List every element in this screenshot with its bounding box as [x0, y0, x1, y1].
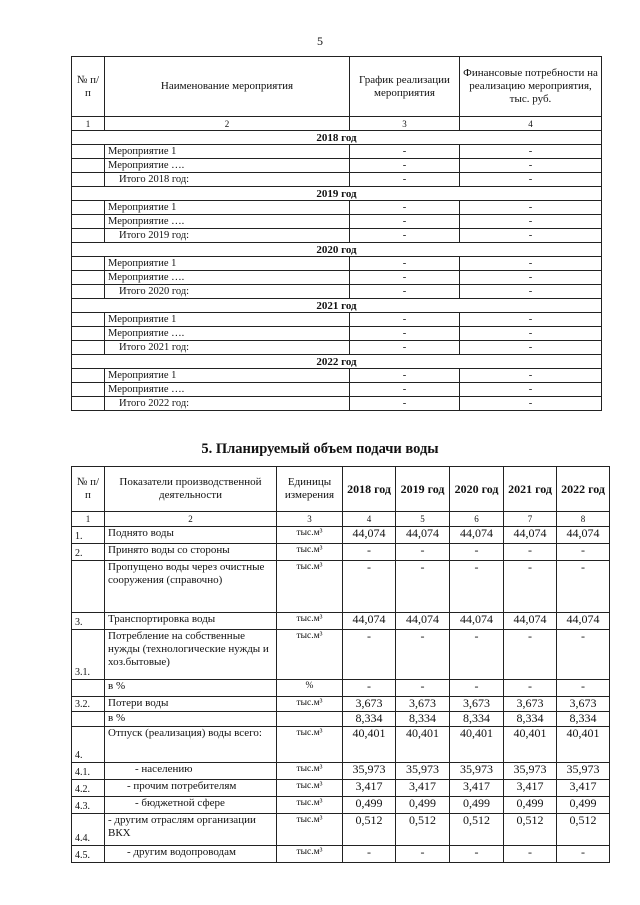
table-row: [72, 341, 602, 355]
table-row: [72, 527, 610, 544]
table-row: [72, 680, 610, 697]
row-number: [72, 383, 105, 397]
value-cell: 35,973: [343, 763, 396, 780]
measure-name: Мероприятие 1: [105, 145, 350, 159]
table-row: [72, 285, 602, 299]
schedule-cell: -: [350, 159, 460, 173]
value-cell: 3,417: [396, 780, 450, 797]
table-header: [72, 467, 610, 512]
schedule-cell: -: [350, 341, 460, 355]
schedule-cell: -: [350, 173, 460, 187]
value-cell: 8,334: [396, 712, 450, 727]
measure-name: Мероприятие 1: [105, 201, 350, 215]
value-cell: -: [504, 630, 557, 680]
column-header: 2022 год: [557, 467, 610, 512]
measure-name: Мероприятие ….: [105, 159, 350, 173]
row-number: 3.1.: [72, 630, 105, 680]
value-cell: -: [343, 846, 396, 863]
table-row: [72, 383, 602, 397]
row-number: [72, 271, 105, 285]
indicator-name: Потери воды: [105, 697, 277, 712]
unit-cell: тыс.м³: [277, 727, 343, 763]
indicator-name: - населению: [105, 763, 277, 780]
value-cell: 0,512: [343, 814, 396, 846]
row-number: 4.5.: [72, 846, 105, 863]
value-cell: 8,334: [504, 712, 557, 727]
value-cell: 3,417: [343, 780, 396, 797]
table-row: [72, 727, 610, 763]
column-number: 2: [105, 512, 277, 527]
value-cell: -: [343, 630, 396, 680]
row-number: 4.3.: [72, 797, 105, 814]
row-number: [72, 257, 105, 271]
row-number: [72, 215, 105, 229]
indicator-name: - прочим потребителям: [105, 780, 277, 797]
value-cell: 40,401: [557, 727, 610, 763]
value-cell: -: [504, 846, 557, 863]
table-row: [72, 561, 610, 613]
column-header: Финансовые потребности на реализацию мероприятия, тыс. руб.: [460, 57, 602, 117]
column-header: График реализации мероприятия: [350, 57, 460, 117]
table-header: [72, 57, 602, 117]
column-number: 5: [396, 512, 450, 527]
value-cell: 35,973: [504, 763, 557, 780]
row-number: [72, 201, 105, 215]
indicator-name: - другим отраслям организации ВКХ: [105, 814, 277, 846]
column-number: 1: [72, 117, 105, 131]
indicator-name: в %: [105, 712, 277, 727]
row-number: 1.: [72, 527, 105, 544]
column-header: Показатели производственной деятельности: [105, 467, 277, 512]
column-number: 4: [460, 117, 602, 131]
value-cell: 44,074: [504, 527, 557, 544]
measure-name: Мероприятие ….: [105, 383, 350, 397]
value-cell: -: [343, 561, 396, 613]
value-cell: 40,401: [504, 727, 557, 763]
measure-name: Мероприятие 1: [105, 313, 350, 327]
column-number: 7: [504, 512, 557, 527]
table-row: [72, 201, 602, 215]
value-cell: 35,973: [450, 763, 504, 780]
unit-cell: тыс.м³: [277, 613, 343, 630]
value-cell: 0,512: [557, 814, 610, 846]
value-cell: -: [450, 630, 504, 680]
value-cell: 3,673: [396, 697, 450, 712]
table-row: [72, 327, 602, 341]
value-cell: 8,334: [557, 712, 610, 727]
measure-name: Итого 2018 год:: [105, 173, 350, 187]
value-cell: 40,401: [450, 727, 504, 763]
value-cell: -: [557, 630, 610, 680]
schedule-cell: -: [350, 369, 460, 383]
row-number: [72, 173, 105, 187]
row-number: [72, 145, 105, 159]
table-row: [72, 630, 610, 680]
column-header: № п/п: [72, 57, 105, 117]
measure-name: Мероприятие 1: [105, 369, 350, 383]
table-row: [72, 159, 602, 173]
column-number: 3: [350, 117, 460, 131]
value-cell: 3,673: [504, 697, 557, 712]
unit-cell: тыс.м³: [277, 780, 343, 797]
year-label: 2021 год: [72, 299, 602, 313]
row-number: 3.: [72, 613, 105, 630]
column-header: 2018 год: [343, 467, 396, 512]
value-cell: -: [396, 846, 450, 863]
year-label: 2020 год: [72, 243, 602, 257]
value-cell: 0,512: [450, 814, 504, 846]
table-row: [72, 369, 602, 383]
row-number: [72, 229, 105, 243]
row-number: [72, 712, 105, 727]
unit-cell: тыс.м³: [277, 814, 343, 846]
page-number: 5: [317, 34, 323, 48]
measure-name: Итого 2019 год:: [105, 229, 350, 243]
measure-name: Мероприятие ….: [105, 327, 350, 341]
value-cell: 44,074: [343, 527, 396, 544]
value-cell: 40,401: [396, 727, 450, 763]
value-cell: -: [557, 680, 610, 697]
schedule-cell: -: [350, 285, 460, 299]
column-header: Единицы измерения: [277, 467, 343, 512]
value-cell: -: [396, 680, 450, 697]
indicator-name: Отпуск (реализация) воды всего:: [105, 727, 277, 763]
value-cell: -: [450, 561, 504, 613]
indicator-name: - другим водопроводам: [105, 846, 277, 863]
schedule-cell: -: [350, 313, 460, 327]
table-row: [72, 215, 602, 229]
column-number-row: [72, 117, 602, 131]
value-cell: 0,499: [557, 797, 610, 814]
row-number: 4.2.: [72, 780, 105, 797]
value-cell: -: [557, 544, 610, 561]
year-label: 2022 год: [72, 355, 602, 369]
measure-name: Мероприятие ….: [105, 215, 350, 229]
year-label: 2018 год: [72, 131, 602, 145]
finance-cell: -: [460, 313, 602, 327]
row-number: [72, 327, 105, 341]
measure-name: Мероприятие ….: [105, 271, 350, 285]
value-cell: 3,417: [557, 780, 610, 797]
value-cell: 44,074: [343, 613, 396, 630]
row-number: [72, 285, 105, 299]
value-cell: -: [343, 680, 396, 697]
table-row: [72, 271, 602, 285]
value-cell: 3,673: [450, 697, 504, 712]
schedule-cell: -: [350, 229, 460, 243]
column-header: № п/п: [72, 467, 105, 512]
value-cell: 44,074: [396, 613, 450, 630]
value-cell: 0,499: [396, 797, 450, 814]
table-row: [72, 712, 610, 727]
finance-cell: -: [460, 173, 602, 187]
row-number: 4.4.: [72, 814, 105, 846]
measure-name: Итого 2020 год:: [105, 285, 350, 299]
value-cell: -: [396, 561, 450, 613]
value-cell: 35,973: [396, 763, 450, 780]
row-number: [72, 397, 105, 411]
value-cell: 0,499: [343, 797, 396, 814]
value-cell: 3,417: [504, 780, 557, 797]
row-number: [72, 369, 105, 383]
measure-name: Мероприятие 1: [105, 257, 350, 271]
row-number: [72, 561, 105, 613]
value-cell: -: [504, 680, 557, 697]
value-cell: -: [450, 680, 504, 697]
value-cell: 44,074: [450, 527, 504, 544]
year-row: [72, 243, 602, 257]
indicator-name: Поднято воды: [105, 527, 277, 544]
finance-cell: -: [460, 257, 602, 271]
year-row: [72, 299, 602, 313]
finance-cell: -: [460, 201, 602, 215]
section-title: 5. Планируемый объем подачи воды: [201, 441, 439, 457]
table-row: [72, 613, 610, 630]
schedule-cell: -: [350, 327, 460, 341]
table-row: [72, 697, 610, 712]
table-row: [72, 313, 602, 327]
table-row: [72, 797, 610, 814]
value-cell: -: [343, 544, 396, 561]
value-cell: 3,417: [450, 780, 504, 797]
schedule-cell: -: [350, 201, 460, 215]
column-header: 2021 год: [504, 467, 557, 512]
unit-cell: тыс.м³: [277, 763, 343, 780]
table-row: [72, 763, 610, 780]
finance-cell: -: [460, 215, 602, 229]
value-cell: 8,334: [450, 712, 504, 727]
schedule-cell: -: [350, 145, 460, 159]
table-row: [72, 257, 602, 271]
row-number: [72, 159, 105, 173]
column-header: 2020 год: [450, 467, 504, 512]
column-number: 6: [450, 512, 504, 527]
year-row: [72, 131, 602, 145]
unit-cell: тыс.м³: [277, 797, 343, 814]
column-number-row: [72, 512, 610, 527]
indicator-name: Транспортировка воды: [105, 613, 277, 630]
value-cell: -: [396, 544, 450, 561]
finance-cell: -: [460, 285, 602, 299]
schedule-cell: -: [350, 257, 460, 271]
unit-cell: тыс.м³: [277, 527, 343, 544]
indicator-name: Потребление на собственные нужды (технологические нужды и хоз.бытовые): [105, 630, 277, 680]
table-row: [72, 780, 610, 797]
schedule-cell: -: [350, 215, 460, 229]
column-number: 8: [557, 512, 610, 527]
row-number: 4.1.: [72, 763, 105, 780]
column-header: 2019 год: [396, 467, 450, 512]
row-number: [72, 313, 105, 327]
unit-cell: тыс.м³: [277, 697, 343, 712]
water-supply-table: [71, 466, 610, 863]
table-row: [72, 814, 610, 846]
table-row: [72, 145, 602, 159]
unit-cell: тыс.м³: [277, 846, 343, 863]
table-row: [72, 173, 602, 187]
column-number: 2: [105, 117, 350, 131]
schedule-cell: -: [350, 397, 460, 411]
value-cell: 0,512: [504, 814, 557, 846]
unit-cell: [277, 712, 343, 727]
value-cell: 44,074: [557, 613, 610, 630]
unit-cell: тыс.м³: [277, 630, 343, 680]
indicator-name: в %: [105, 680, 277, 697]
value-cell: -: [450, 544, 504, 561]
column-number: 1: [72, 512, 105, 527]
value-cell: 40,401: [343, 727, 396, 763]
value-cell: 0,499: [450, 797, 504, 814]
column-header: Наименование мероприятия: [105, 57, 350, 117]
finance-cell: -: [460, 383, 602, 397]
row-number: [72, 680, 105, 697]
schedule-cell: -: [350, 383, 460, 397]
measure-name: Итого 2021 год:: [105, 341, 350, 355]
year-row: [72, 355, 602, 369]
table-row: [72, 846, 610, 863]
value-cell: 44,074: [450, 613, 504, 630]
row-number: 3.2.: [72, 697, 105, 712]
finance-cell: -: [460, 159, 602, 173]
year-label: 2019 год: [72, 187, 602, 201]
value-cell: 0,512: [396, 814, 450, 846]
value-cell: 44,074: [557, 527, 610, 544]
value-cell: -: [504, 561, 557, 613]
finance-cell: -: [460, 271, 602, 285]
measures-table: [71, 56, 602, 411]
value-cell: 3,673: [343, 697, 396, 712]
finance-cell: -: [460, 145, 602, 159]
column-number: 3: [277, 512, 343, 527]
table-row: [72, 229, 602, 243]
column-number: 4: [343, 512, 396, 527]
finance-cell: -: [460, 397, 602, 411]
value-cell: -: [504, 544, 557, 561]
finance-cell: -: [460, 327, 602, 341]
unit-cell: тыс.м³: [277, 544, 343, 561]
schedule-cell: -: [350, 271, 460, 285]
unit-cell: %: [277, 680, 343, 697]
value-cell: -: [557, 561, 610, 613]
indicator-name: Принято воды со стороны: [105, 544, 277, 561]
value-cell: -: [396, 630, 450, 680]
value-cell: -: [450, 846, 504, 863]
finance-cell: -: [460, 341, 602, 355]
value-cell: -: [557, 846, 610, 863]
indicator-name: - бюджетной сфере: [105, 797, 277, 814]
value-cell: 35,973: [557, 763, 610, 780]
row-number: 2.: [72, 544, 105, 561]
table-row: [72, 544, 610, 561]
indicator-name: Пропущено воды через очистные сооружения (справочно): [105, 561, 277, 613]
value-cell: 3,673: [557, 697, 610, 712]
finance-cell: -: [460, 369, 602, 383]
value-cell: 8,334: [343, 712, 396, 727]
row-number: 4.: [72, 727, 105, 763]
value-cell: 44,074: [504, 613, 557, 630]
value-cell: 44,074: [396, 527, 450, 544]
measure-name: Итого 2022 год:: [105, 397, 350, 411]
table-row: [72, 397, 602, 411]
unit-cell: тыс.м³: [277, 561, 343, 613]
value-cell: 0,499: [504, 797, 557, 814]
year-row: [72, 187, 602, 201]
finance-cell: -: [460, 229, 602, 243]
row-number: [72, 341, 105, 355]
